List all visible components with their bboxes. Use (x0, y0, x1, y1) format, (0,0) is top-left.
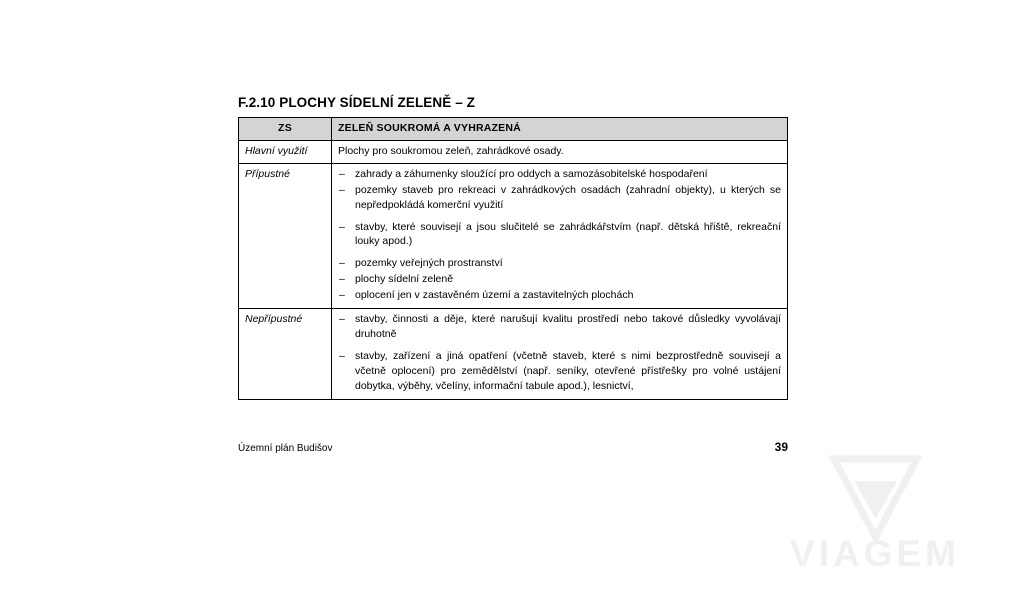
document-content (238, 95, 788, 400)
list-item: – stavby, které souvisejí a jsou slučitelé se zahrádkářstvím (např. dětská hřiště, rekreační louky apod.) (338, 220, 781, 250)
table-row (239, 309, 788, 400)
permitted-list (338, 167, 781, 303)
table-row (239, 140, 788, 163)
watermark-text: VIAGEM (790, 533, 960, 574)
footer-document-title: Územní plán Budišov (238, 443, 333, 454)
row-value-prohibited (332, 309, 788, 400)
table-header-row (239, 118, 788, 141)
row-label-permitted: Přípustné (239, 163, 332, 308)
prohibited-list (338, 312, 781, 394)
row-label-main-use: Hlavní využití (239, 140, 332, 163)
section-title: F.2.10 PLOCHY SÍDELNÍ ZELENĚ – Z (238, 95, 476, 110)
list-item: – plochy sídelní zeleně (338, 272, 781, 287)
zone-regulations-table (238, 117, 788, 400)
zone-name-cell: ZELEŇ SOUKROMÁ A VYHRAZENÁ (332, 118, 788, 141)
list-item: – stavby, zařízení a jiná opatření (včetně staveb, které s nimi bezprostředně souvisejí a včetně oplocení) pro zemědělství (např. seníky, otevřené přístřešky pro volné ustájení dobytka, výběhy, včelíny, informační tabule apod.), lesnictví, (338, 349, 781, 394)
zone-code-cell: ZS (239, 118, 332, 141)
row-label-prohibited: Nepřípustné (239, 309, 332, 400)
row-value-permitted (332, 163, 788, 308)
row-value-main-use: Plochy pro soukromou zeleň, zahrádkové osady. (332, 140, 788, 163)
page-footer (238, 440, 788, 454)
list-item: – stavby, činnosti a děje, které narušují kvalitu prostředí nebo takové důsledky vyvolávají druhotně (338, 312, 781, 342)
list-item: – pozemky veřejných prostranství (338, 256, 781, 271)
list-item: – pozemky staveb pro rekreaci v zahrádkových osadách (zahradní objekty), u kterých se nepředpokládá komerční využití (338, 183, 781, 213)
watermark-logo-icon (828, 455, 923, 546)
page-number: 39 (774, 440, 788, 454)
list-item: – zahrady a záhumenky sloužící pro oddych a samozásobitelské hospodaření (338, 167, 781, 182)
list-item: – oplocení jen v zastavěném území a zastavitelných plochách (338, 288, 781, 303)
watermark (740, 455, 1010, 580)
table-row (239, 163, 788, 308)
